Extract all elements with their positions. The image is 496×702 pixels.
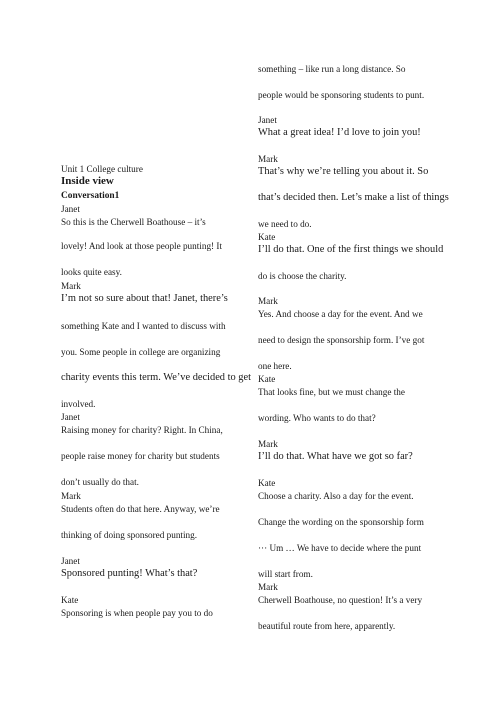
speaker-name: Janet	[61, 204, 80, 214]
dialogue-line: will start from.	[258, 569, 313, 579]
dialogue-line: you. Some people in college are organizing	[61, 347, 221, 357]
dialogue-line: need to design the sponsorship form. I’ve got	[258, 335, 425, 345]
dialogue-line: something – like run a long distance. So	[258, 64, 406, 74]
dialogue-line: Yes. And choose a day for the event. And we	[258, 309, 423, 319]
dialogue-line: lovely! And look at those people punting! It	[61, 241, 223, 251]
dialogue-line: wording. Who wants to do that?	[258, 413, 376, 423]
speaker-name: Mark	[61, 491, 81, 501]
dialogue-line: involved.	[61, 399, 96, 409]
dialogue-line: That’s why we’re telling you about it. So	[258, 166, 429, 177]
dialogue-line: Sponsored punting! What’s that?	[61, 568, 198, 579]
dialogue-line: I’m not so sure about that! Janet, there’s	[61, 293, 228, 304]
dialogue-line: I’ll do that. What have we got so far?	[258, 451, 413, 462]
dialogue-line: charity events this term. We’ve decided to get	[61, 372, 251, 383]
dialogue-line: people raise money for charity but students	[61, 451, 220, 461]
dialogue-line: Students often do that here. Anyway, we’re	[61, 504, 220, 514]
dialogue-line: beautiful route from here, apparently.	[258, 621, 396, 631]
dialogue-line: one here.	[258, 361, 292, 371]
section-heading: Inside view	[61, 175, 114, 187]
dialogue-line: looks quite easy.	[61, 267, 122, 277]
dialogue-line: do is choose the charity.	[258, 271, 347, 281]
dialogue-line: Sponsoring is when people pay you to do	[61, 608, 213, 618]
speaker-name: Kate	[258, 232, 276, 242]
speaker-name: Mark	[258, 582, 278, 592]
speaker-name: Kate	[61, 595, 79, 605]
dialogue-line: people would be sponsoring students to punt.	[258, 90, 425, 100]
dialogue-line: something Kate and I wanted to discuss with	[61, 321, 226, 331]
speaker-name: Janet	[61, 556, 80, 566]
speaker-name: Mark	[61, 281, 81, 291]
speaker-name: Janet	[258, 115, 277, 125]
dialogue-line: I’ll do that. One of the first things we should	[258, 244, 444, 255]
dialogue-line: thinking of doing sponsored punting.	[61, 530, 198, 540]
dialogue-line: So this is the Cherwell Boathouse – it’s	[61, 217, 206, 227]
dialogue-line: That looks fine, but we must change the	[258, 387, 405, 397]
speaker-name: Kate	[258, 374, 276, 384]
speaker-name: Mark	[258, 296, 278, 306]
unit-title: Unit 1 College culture	[61, 164, 143, 174]
conversation-label: Conversation1	[61, 191, 120, 201]
speaker-name: Janet	[61, 412, 80, 422]
dialogue-line: ··· Um … We have to decide where the punt	[258, 543, 422, 553]
speaker-name: Mark	[258, 154, 278, 164]
dialogue-line: we need to do.	[258, 219, 312, 229]
dialogue-line: Choose a charity. Also a day for the event.	[258, 491, 414, 501]
speaker-name: Kate	[258, 478, 276, 488]
dialogue-line: Cherwell Boathouse, no question! It’s a very	[258, 595, 423, 605]
dialogue-line: What a great idea! I’d love to join you!	[258, 127, 421, 138]
dialogue-line: don’t usually do that.	[61, 477, 139, 487]
dialogue-line: Change the wording on the sponsorship form	[258, 517, 424, 527]
speaker-name: Mark	[258, 439, 278, 449]
dialogue-line: that’s decided then. Let’s make a list of things	[258, 192, 449, 203]
dialogue-line: Raising money for charity? Right. In China,	[61, 425, 223, 435]
